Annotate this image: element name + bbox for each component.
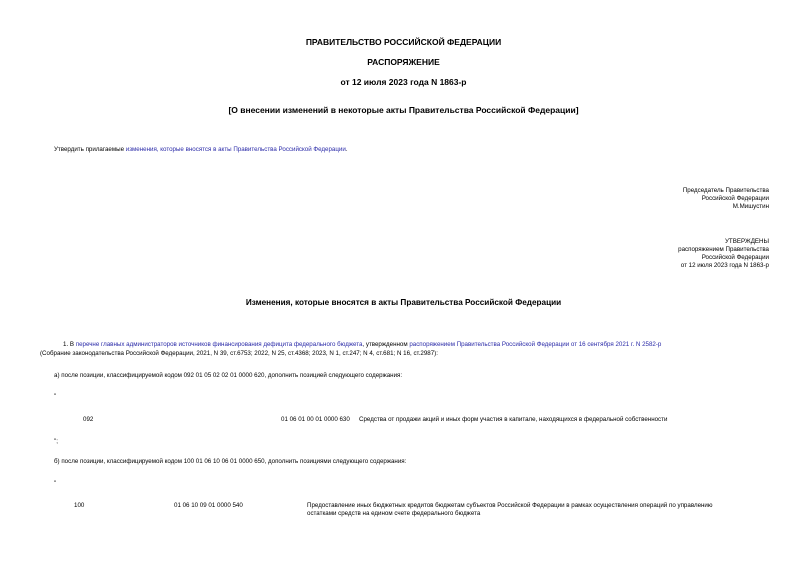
signature-country: Российской Федерации: [701, 195, 769, 202]
approved-title: УТВЕРЖДЕНЫ: [725, 238, 769, 245]
government-title: ПРАВИТЕЛЬСТВО РОССИЙСКОЙ ФЕДЕРАЦИИ: [305, 37, 502, 47]
sub-b-source-code: 01 06 10 09 01 0000 540: [174, 502, 243, 509]
sub-a-description: Средства от продажи акций и иных форм участия в капитале, находящихся в федеральной собственности: [359, 416, 668, 423]
document-type: РАСПОРЯЖЕНИЕ: [367, 57, 440, 67]
approved-by: распоряжением Правительства: [678, 246, 769, 253]
sub-b-description: [307, 502, 713, 518]
sub-b-text: б) после позиции, классифицируемой кодом 100 01 06 10 06 01 0000 650, дополнить позициями следующего содержания:: [54, 458, 407, 465]
sub-b-open-quote: ": [54, 480, 57, 487]
approved-country: Российской Федерации: [701, 254, 769, 261]
item1-prefix: 1. В: [63, 341, 76, 348]
sub-a-admin-code: 092: [83, 416, 94, 423]
sub-b-description-line2: остатками средств на едином счете федерального бюджета: [307, 510, 481, 517]
item1-line2: (Собрание законодательства Российской Федерации, 2021, N 39, ст.6753; 2022, N 25, ст.4368; 2023, N 1, ст.247; N 4, ст.681; N 16, ст.2987):: [40, 350, 438, 357]
sub-b-description-line1: Предоставление иных бюджетных кредитов бюджетам субъектов Российской Федерации в рамках осуществления операций по управлению: [307, 502, 713, 509]
sub-a-text: а) после позиции, классифицируемой кодом 092 01 05 02 02 01 0000 620, дополнить позицией следующего содержания:: [54, 372, 403, 379]
sub-a-open-quote: ": [54, 393, 57, 400]
intro-suffix: .: [345, 146, 348, 153]
sub-a-source-code: 01 06 01 00 01 0000 630: [281, 416, 350, 423]
sub-b-admin-code: 100: [74, 502, 85, 509]
approved-block: [678, 238, 769, 270]
document-date: от 12 июля 2023 года N 1863-р: [340, 77, 467, 87]
intro-paragraph: [54, 146, 348, 154]
intro-prefix: Утвердить прилагаемые: [54, 146, 126, 153]
section-title: Изменения, которые вносятся в акты Правительства Российской Федерации: [245, 298, 562, 307]
signature-name: М.Мишустин: [732, 203, 769, 210]
intro-changes-link[interactable]: изменения, которые вносятся в акты Правительства Российской Федерации: [125, 146, 346, 153]
approved-date: от 12 июля 2023 года N 1863-р: [680, 262, 769, 269]
signature-position: Председатель Правительства: [682, 187, 769, 194]
item1-line1: [63, 341, 661, 349]
sub-a-close-quote: ";: [54, 438, 58, 445]
admin-list-link[interactable]: перечне главных администраторов источников финансирования дефицита федерального бюджета: [75, 341, 363, 348]
item1-mid: , утвержденном: [362, 341, 410, 348]
document-subject: [О внесении изменений в некоторые акты Правительства Российской Федерации]: [228, 105, 579, 115]
signature-block: [683, 187, 769, 211]
order-2582-link[interactable]: распоряжением Правительства Российской Федерации от 16 сентября 2021 г. N 2582-р: [409, 341, 662, 348]
